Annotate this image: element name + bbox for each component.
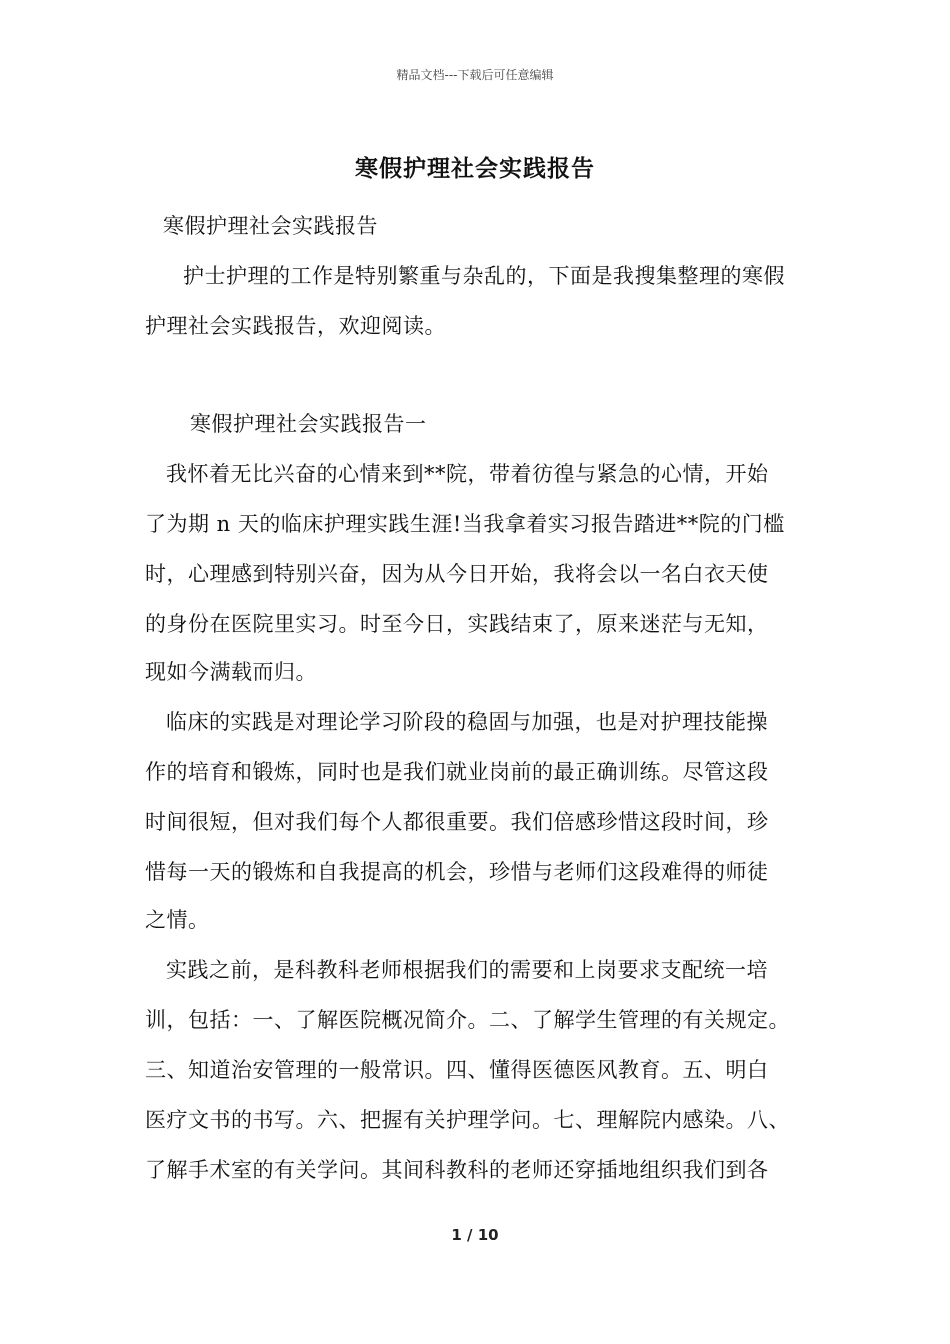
paragraph-2-line-2: 作的培育和锻炼，同时也是我们就业岗前的最正确训练。尽管这段 bbox=[145, 760, 769, 784]
paragraph-1-line-1: 我怀着无比兴奋的心情来到**院，带着彷徨与紧急的心情，开始 bbox=[166, 462, 769, 486]
paragraph-2-line-1: 临床的实践是对理论学习阶段的稳固与加强，也是对护理技能操 bbox=[166, 710, 768, 734]
intro-line-1: 护士护理的工作是特别繁重与杂乱的，下面是我搜集整理的寒假 bbox=[183, 264, 785, 288]
paragraph-3-line-4: 医疗文书的书写。六、把握有关护理学问。七、理解院内感染。八、 bbox=[145, 1108, 790, 1132]
page-header-note: 精品文档---下载后可任意编辑 bbox=[396, 68, 554, 82]
paragraph-2-line-3: 时间很短，但对我们每个人都很重要。我们倍感珍惜这段时间，珍 bbox=[145, 810, 769, 834]
page-number: 1 / 10 bbox=[451, 1226, 499, 1244]
document-title: 寒假护理社会实践报告 bbox=[355, 155, 595, 182]
paragraph-3-line-5: 了解手术室的有关学问。其间科教科的老师还穿插地组织我们到各 bbox=[145, 1158, 769, 1182]
paragraph-2-line-4: 惜每一天的锻炼和自我提高的机会，珍惜与老师们这段难得的师徒 bbox=[145, 860, 769, 884]
paragraph-1-line-4: 的身份在医院里实习。时至今日，实践结束了，原来迷茫与无知， bbox=[145, 612, 769, 636]
paragraph-1-line-2: 了为期 n 天的临床护理实践生涯!当我拿着实习报告踏进**院的门槛 bbox=[145, 512, 785, 536]
subtitle-line: 寒假护理社会实践报告 bbox=[163, 214, 378, 238]
paragraph-2-line-5: 之情。 bbox=[145, 908, 210, 932]
paragraph-3-line-1: 实践之前，是科教科老师根据我们的需要和上岗要求支配统一培 bbox=[166, 958, 768, 982]
paragraph-3-line-3: 三、知道治安管理的一般常识。四、懂得医德医风教育。五、明白 bbox=[145, 1058, 769, 1082]
paragraph-3-line-2: 训，包括：一、了解医院概况简介。二、了解学生管理的有关规定。 bbox=[145, 1008, 790, 1032]
section-heading: 寒假护理社会实践报告一 bbox=[190, 412, 427, 436]
paragraph-1-line-5: 现如今满载而归。 bbox=[145, 660, 317, 684]
intro-line-2: 护理社会实践报告，欢迎阅读。 bbox=[145, 314, 446, 338]
paragraph-1-line-3: 时，心理感到特别兴奋，因为从今日开始，我将会以一名白衣天使 bbox=[145, 562, 769, 586]
